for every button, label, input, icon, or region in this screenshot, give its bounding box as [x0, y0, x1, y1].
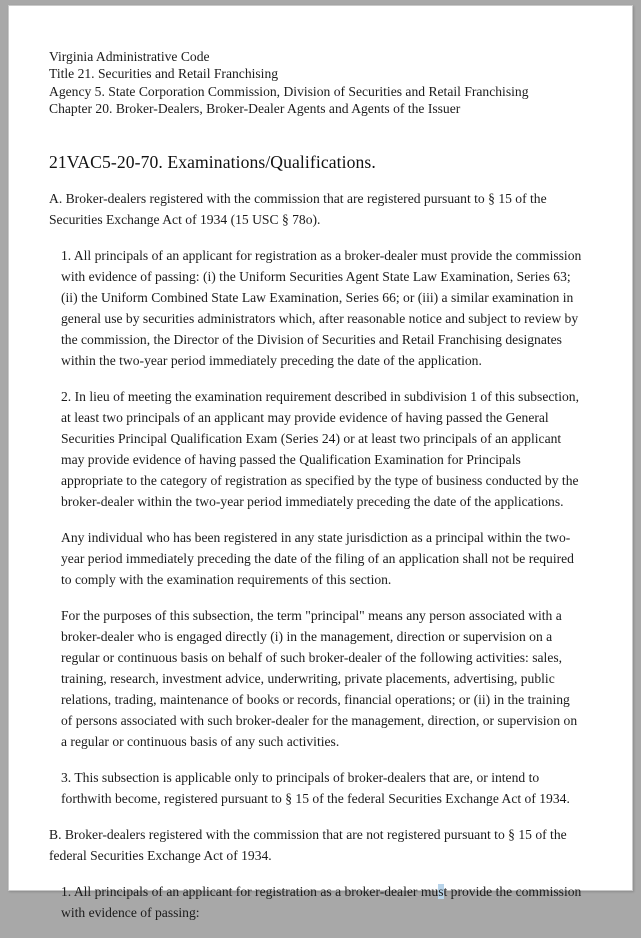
paragraph-subsection-a-item-2-continued-2: For the purposes of this subsection, the term "principal" means any person associated with a broker-dealer who is engaged directly (i) in the management, direction or supervision on a regular or continuous basis on behalf of such broker-dealer of the following activities: sales, training, research, investment advice, underwriting, private placements, advertising, public relations, trading, maintenance of books or records, financial operations; or (ii) in the training of persons associated with such broker-dealer for the management, direction, or supervision on a regular or continuous basis of any such activities. — [61, 607, 578, 749]
paragraph-text-after-selection: t provide the commission with evidence of passing: — [61, 883, 582, 920]
paragraph-subsection-b-item-1 — [61, 881, 584, 923]
document-page — [8, 5, 633, 920]
paragraph-subsection-a-item-2-continued-1: Any individual who has been registered in any state jurisdiction as a principal within the two-year period immediately preceding the date of the filing of an application shall not be required to comply with the examination requirements of this section. — [61, 529, 574, 587]
paragraph-subsection-a-item-2: 2. In lieu of meeting the examination requirement described in subdivision 1 of this subsection, at least two principals of an applicant may provide evidence of having passed the General Securities Principal Qualification Exam (Series 24) or at least two principals of an applicant may provide evidence of having passed the Qualification Examination for Principals appropriate to the category of registration as specified by the type of business conducted by the broker-dealer within the two-year period immediately preceding the date of the applications. — [61, 388, 579, 509]
paragraph-subsection-a: A. Broker-dealers registered with the commission that are registered pursuant to § 15 of the Securities Exchange Act of 1934 (15 USC § 78o). — [49, 190, 547, 227]
header-line-agency: Agency 5. State Corporation Commission, Division of Securities and Retail Franchising — [49, 83, 529, 99]
paragraph-subsection-a-item-3: 3. This subsection is applicable only to principals of broker-dealers that are, or intend to forthwith become, registered pursuant to § 15 of the federal Securities Exchange Act of 1934. — [61, 769, 570, 806]
paragraph-subsection-b: B. Broker-dealers registered with the commission that are not registered pursuant to § 15 of the federal Securities Exchange Act of 1934. — [49, 826, 567, 863]
header-line-title: Title 21. Securities and Retail Franchising — [49, 66, 279, 82]
header-line-code: Virginia Administrative Code — [49, 49, 210, 64]
page-title: 21VAC5-20-70. Examinations/Qualifications. — [49, 151, 376, 172]
header-line-chapter: Chapter 20. Broker-Dealers, Broker-Dealer Agents and Agents of the Issuer — [49, 101, 461, 117]
document-content — [49, 48, 584, 938]
document-header — [49, 48, 584, 118]
paragraph-subsection-a-item-1: 1. All principals of an applicant for registration as a broker-dealer must provide the commission with evidence of passing: (i) the Uniform Securities Agent State Law Examination, Series 63; (ii) the Uniform Combined State Law Examination, Series 66; or (iii) a similar examination in general use by securities administrators which, after reasonable notice and subject to review by the commission, the Director of the Division of Securities and Retail Franchising designates within the two-year period immediately preceding the date of the application. — [61, 247, 582, 368]
paragraph-text-before-selection: 1. All principals of an applicant for registration as a broker-dealer mu — [61, 883, 439, 899]
text-selection-highlight[interactable]: s — [438, 883, 444, 899]
